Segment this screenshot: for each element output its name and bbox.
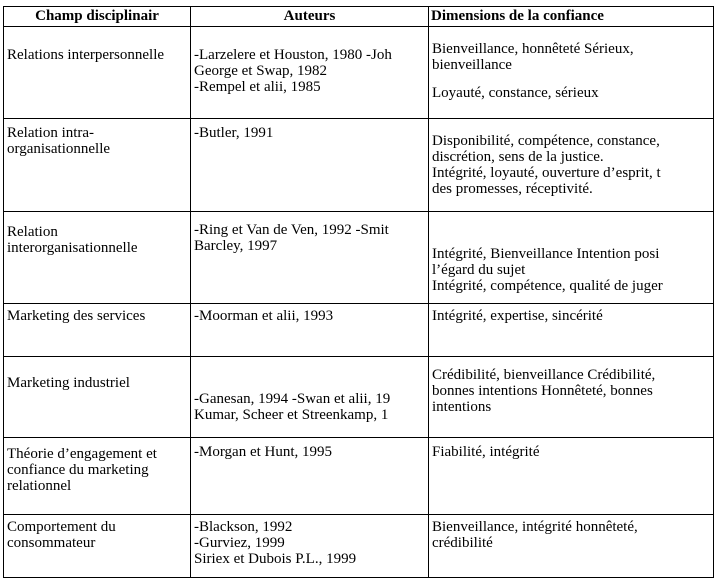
table-cell-field <box>4 357 191 438</box>
cell-text-line: -Larzelere et Houston, 1980 -Joh <box>194 47 392 63</box>
cell-text-line: Théorie d’engagement et <box>7 446 157 462</box>
cell-text-line: Barcley, 1997 <box>194 238 278 254</box>
table-cell-dimensions <box>429 304 714 357</box>
cell-text-line: Crédibilité, bienveillance Crédibilité, <box>432 367 656 383</box>
cell-text-line: Intégrité, compétence, qualité de juger <box>432 278 663 294</box>
cell-text-line: Intégrité, loyauté, ouverture d’esprit, t <box>432 165 661 181</box>
cell-text-line: Loyauté, constance, sérieux <box>432 85 599 101</box>
table-cell-dimensions <box>429 438 714 515</box>
cell-text-line: Comportement du <box>7 519 116 535</box>
cell-text-line: organisationnelle <box>7 141 111 157</box>
table-cell-authors <box>191 27 429 119</box>
cell-text-line: Intégrité, Bienveillance Intention posi <box>432 246 660 262</box>
table-cell-field <box>4 304 191 357</box>
table-cell-field <box>4 27 191 119</box>
cell-text-line: bonnes intentions Honnêteté, bonnes <box>432 383 653 399</box>
cell-text-line: Marketing des services <box>7 308 146 324</box>
cell-text-line: l’égard du sujet <box>432 262 526 278</box>
cell-text-line: Intégrité, expertise, sincérité <box>432 308 603 324</box>
cell-text-line: Relation <box>7 224 58 240</box>
confidence-dimensions-table <box>3 6 714 578</box>
cell-text-line: -Gurviez, 1999 <box>194 535 285 551</box>
cell-text-line: interorganisationnelle <box>7 240 138 256</box>
header-label: Auteurs <box>283 8 336 24</box>
cell-text-line: relationnel <box>7 478 72 494</box>
table-cell-field <box>4 212 191 304</box>
cell-text-line: confiance du marketing <box>7 462 149 478</box>
table-cell-dimensions <box>429 515 714 578</box>
table-cell-authors <box>191 304 429 357</box>
table-cell-dimensions <box>429 212 714 304</box>
cell-text-line: crédibilité <box>432 535 493 551</box>
cell-text-line: -Butler, 1991 <box>194 125 274 141</box>
cell-text-line: Fiabilité, intégrité <box>432 444 540 460</box>
cell-text-line: Relations interpersonnelle <box>7 47 165 63</box>
table-cell-dimensions <box>429 27 714 119</box>
header-label: Dimensions de la confiance <box>431 8 604 24</box>
cell-text-line: Siriex et Dubois P.L., 1999 <box>194 551 357 567</box>
cell-text-line: -Ring et Van de Ven, 1992 -Smit <box>194 222 389 238</box>
header-cell-authors <box>191 7 429 27</box>
cell-text-line: -Rempel et alii, 1985 <box>194 79 321 95</box>
cell-text-line: Disponibilité, compétence, constance, <box>432 133 660 149</box>
cell-text-line: Bienveillance, intégrité honnêteté, <box>432 519 638 535</box>
table-cell-field <box>4 515 191 578</box>
cell-text-line: consommateur <box>7 535 96 551</box>
cell-text-line: -Moorman et alii, 1993 <box>194 308 334 324</box>
table-cell-field <box>4 119 191 212</box>
header-cell-field <box>4 7 191 27</box>
cell-text-line: discrétion, sens de la justice. <box>432 149 604 165</box>
table-cell-dimensions <box>429 357 714 438</box>
cell-text-line: Marketing industriel <box>7 375 130 391</box>
table-cell-authors <box>191 438 429 515</box>
cell-text-line: des promesses, réceptivité. <box>432 181 593 197</box>
header-cell-dimensions <box>429 7 714 27</box>
table-cell-authors <box>191 515 429 578</box>
cell-text-line: -Blackson, 1992 <box>194 519 293 535</box>
table-cell-dimensions <box>429 119 714 212</box>
table-cell-field <box>4 438 191 515</box>
cell-text-line: -Ganesan, 1994 -Swan et alii, 19 <box>194 391 391 407</box>
cell-text-line: George et Swap, 1982 <box>194 63 328 79</box>
cell-text-line: -Morgan et Hunt, 1995 <box>194 444 333 460</box>
table-cell-authors <box>191 212 429 304</box>
header-label: Champ disciplinair <box>35 8 159 24</box>
table-cell-authors <box>191 357 429 438</box>
table-cell-authors <box>191 119 429 212</box>
cell-text-line: bienveillance <box>432 57 512 73</box>
cell-text-line: Relation intra- <box>7 125 95 141</box>
cell-text-line: Kumar, Scheer et Streenkamp, 1 <box>194 407 389 423</box>
cell-text-line: intentions <box>432 399 492 415</box>
cell-text-line: Bienveillance, honnêteté Sérieux, <box>432 41 634 57</box>
